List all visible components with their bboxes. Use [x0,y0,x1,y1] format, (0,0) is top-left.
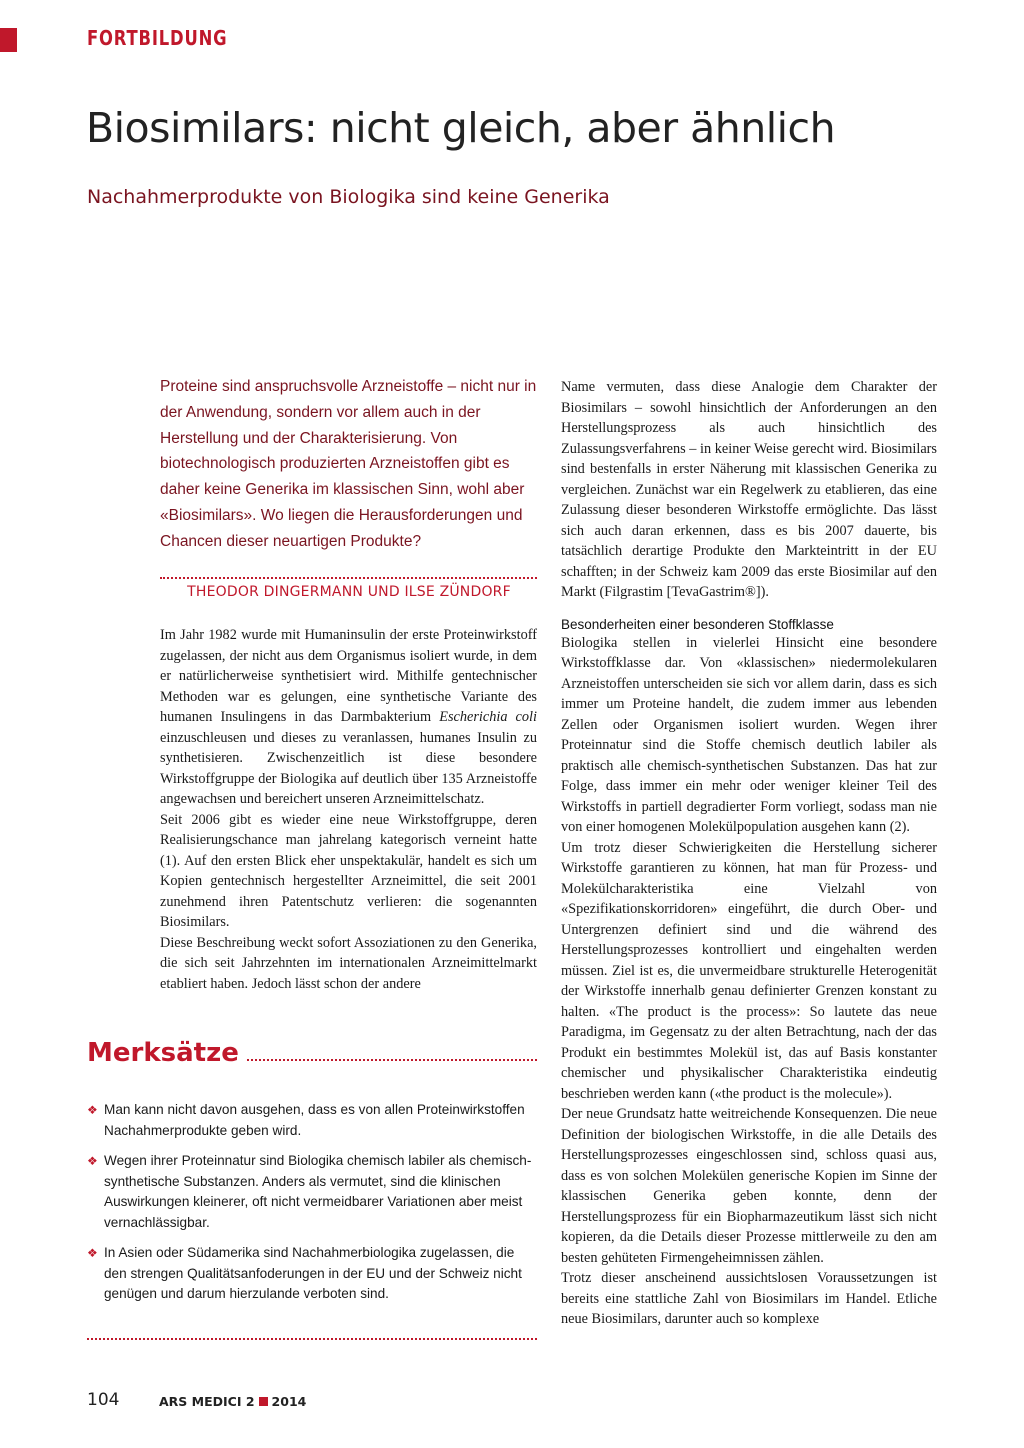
body-paragraph: Im Jahr 1982 wurde mit Humaninsulin der erste Proteinwirkstoff zugelassen, der nicht aus dem Organismus isoliert wurde, in dem er natürlicherweise synthetisiert wird. Mithilfe gentechnischer Methoden war es gelungen, eine synthetische Variante des humanen Insulingens in das Darmbakterium Escherichia coli einzuschleusen und dieses zu veranlassen, humanes Insulin zu synthetisieren. Zwischenzeitlich ist diese besondere Wirkstoffgruppe der Biologika auf deutlich über 135 Arzneistoffe angewachsen und bereichert unseren Arzneimittelschatz. [160,627,538,807]
journal-year: 2014 [271,1394,307,1409]
list-item: ❖ Wegen ihrer Proteinnatur sind Biologika chemisch labiler als chemisch-synthetische Substanzen. Anders als vermutet, sind die klinischen Auswirkungen kleinerer, oft nicht vermeidbarer Variationen aber meist vernachlässigbar. [87,1153,532,1230]
body-paragraph: Biologika stellen in vielerlei Hinsicht eine besondere Wirkstoffklasse dar. Von «klassischen» niedermolekularen Arzneistoffen unterscheiden sie sich vor allem darin, dass es sich immer um Proteine handelt, die zudem immer aus lebenden Zellen oder Organismen isoliert wurden. Wegen ihrer Proteinnatur sind die Stoffe chemisch deutlich labiler als praktisch alle chemisch-synthetischen Substanzen. Das hat zur Folge, dass immer ein mehr oder weniger kleiner Teil des Wirkstoffs in partiell degradierter Form vorliegt, sodass man nie von einer homogenen Molekülpopulation ausgehen kann (2). [561,634,937,835]
merksaetze-list [87,1100,532,1315]
diamond-bullet-icon: ❖ [87,1103,98,1117]
body-paragraph: Um trotz dieser Schwierigkeiten die Herstellung sicherer Wirkstoffe garantieren zu können, hat man für Prozess- und Molekülcharakteristika eine Vielzahl von «Spezifikationskorridoren» eingeführt, die durch Ober- und Untergrenzen definiert sind und die während des Herstellungsprozesses kontrolliert und eingehalten werden müssen. Ziel ist es, die unvermeidbare strukturelle Heterogenität der Wirkstoffe innerhalb genau definierter Grenzen konstant zu halten. «The product is the process»: So lautete das neue Paradigma, im Gegensatz zu der alten Betrachtung, nach der das Produkt ein bestimmtes Molekül ist, das auf Basis konstanter chemischer und physikalischer Charakteristika eindeutig beschrieben werden kann («the product is the molecule»). [561,839,937,1102]
species-name: Escherichia coli [439,709,538,725]
journal-name: ARS MEDICI 2 [159,1394,255,1409]
body-paragraph: Diese Beschreibung weckt sofort Assoziationen zu den Generika, die sich seit Jahrzehnten im internationalen Arzneimittelmarkt etabliert haben. Jedoch lässt schon der andere [160,934,537,992]
left-text-column [160,625,537,994]
merksaetze-bottom-divider [87,1338,537,1340]
section-heading: Besonderheiten einer besonderen Stoffklasse [561,616,834,632]
section-label: FORTBILDUNG [87,26,228,50]
list-item: ❖ Man kann nicht davon ausgehen, dass es von allen Proteinwirkstoffen Nachahmerprodukte geben wird. [87,1102,525,1138]
body-paragraph: Name vermuten, dass diese Analogie dem Charakter der Biosimilars – sowohl hinsichtlich der Anforderungen an den Herstellungsprozess als auch hinsichtlich des Zulassungsverfahrens – in keiner Weise gerecht wird. Biosimilars sind bestenfalls in erster Näherung mit klassischen Generika zu vergleichen. Zunächst war ein Regelwerk zu etablieren, das eine Zulassung dieser besonderen Wirkstoffe ermöglichte. Das lässt sich auch daran erkennen, dass es bis 2007 dauerte, bis tatsächlich derartige Produkte den Markteintritt in der EU schafften; in der Schweiz kam 2009 das erste Biosimilar auf den Markt (Filgrastim [TevaGastrim®]). [561,379,937,600]
diamond-bullet-icon: ❖ [87,1246,98,1260]
authors-divider [160,577,537,579]
body-paragraph: Trotz dieser anscheinend aussichtslosen Voraussetzungen ist bereits eine stattliche Zahl von Biosimilars im Handel. Etliche neue Biosimilars, darunter auch so komplexe [561,1270,937,1327]
page-number: 104 [87,1390,120,1410]
authors-line: THEODOR DINGERMANN UND ILSE ZÜNDORF [187,584,511,600]
square-separator-icon [259,1397,268,1406]
journal-footer [159,1394,306,1409]
merksaetze-title: Merksätze [87,1038,239,1068]
section-marker [0,28,17,52]
list-item: ❖ In Asien oder Südamerika sind Nachahmerbiologika zugelassen, die den strengen Qualitätsanfoderungen in der EU und der Schweiz nicht genügen und darum hierzulande verboten sind. [87,1245,522,1301]
diamond-bullet-icon: ❖ [87,1154,98,1168]
merksaetze-dotted-rule [247,1059,537,1061]
body-paragraph: Der neue Grundsatz hatte weitreichende Konsequenzen. Die neue Definition der biologischen Wirkstoffe, in die alle Details des Herstellungsprozesses eingeschlossen sind, schloss quasi aus, dass es von solchen Molekülen generische Kopien im Sinne der klassischen Generika geben konnte, denn der Herstellungsprozess für ein Biopharmazeutikum lässt sich nicht kopieren, da die Details dieser Prozesse mittlerweile zu den am besten gehüteten Firmengeheimnissen zählen. [561,1106,937,1266]
lead-paragraph: Proteine sind anspruchsvolle Arzneistoffe – nicht nur in der Anwendung, sondern vor allem auch in der Herstellung und der Charakterisierung. Von biotechnologisch produzierten Arzneistoffen gibt es daher keine Generika im klassischen Sinn, wohl aber «Biosimilars». Wo liegen die Herausforderungen und Chancen dieser neuartigen Produkte? [160,378,537,550]
body-paragraph: Seit 2006 gibt es wieder eine neue Wirkstoffgruppe, deren Realisierungschance man jahrelang kategorisch verneint hatte (1). Auf den ersten Blick eher unspektakulär, handelt es sich um Kopien gentechnisch hergestellter Arzneimittel, die seit 2001 zunehmend ihren Patentschutz verlieren: die sogenannten Biosimilars. [160,811,537,930]
article-subtitle: Nachahmerprodukte von Biologika sind keine Generika [87,186,610,208]
right-text-column [561,377,937,1330]
merksaetze-header [87,1038,537,1068]
article-title: Biosimilars: nicht gleich, aber ähnlich [86,104,836,152]
